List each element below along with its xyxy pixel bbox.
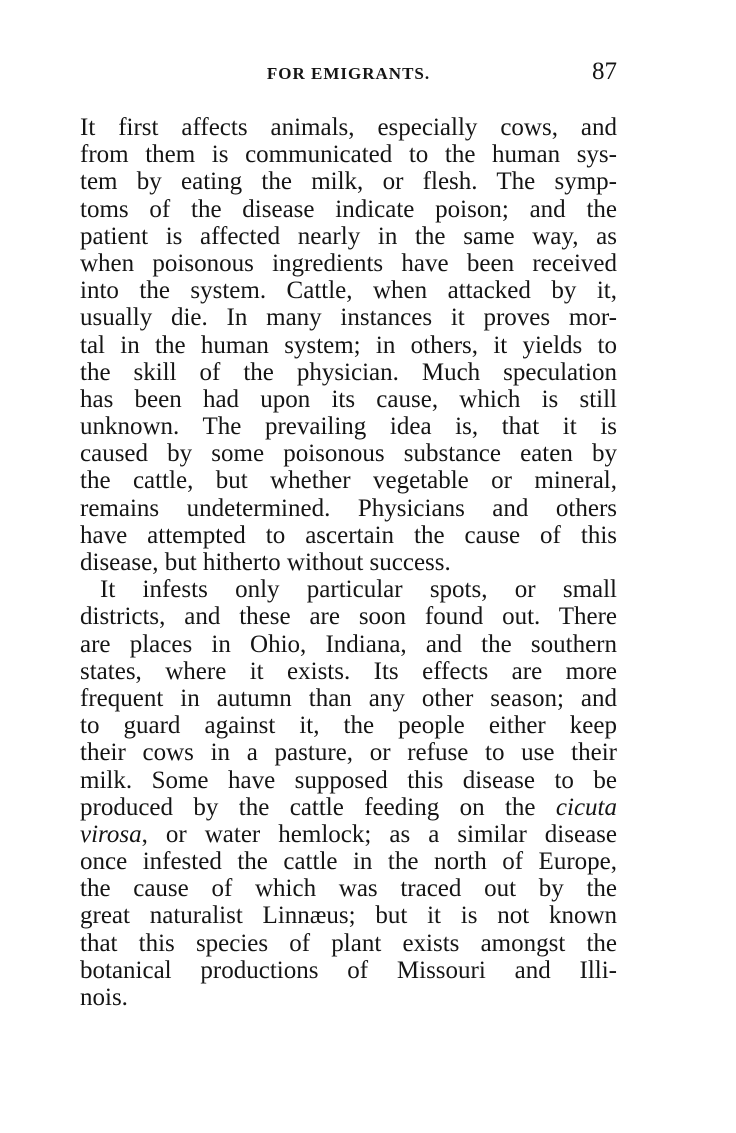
text-segment: tem by eating the milk, or flesh. The symp- [80,168,617,196]
text-segment: caused by some poisonous substance eaten by [80,440,617,468]
text-line [80,250,617,277]
text-line [80,168,617,195]
text-line [80,467,617,494]
text-line [80,277,617,304]
text-line [80,685,617,712]
text-segment: the cause of which was traced out by the [80,875,617,903]
text-segment: great naturalist Linnæus; but it is not known [80,902,617,930]
text-line [80,930,617,957]
text-line [80,495,617,522]
text-segment: districts, and these are soon found out. There [80,603,617,631]
text-line [80,603,617,630]
text-segment: their cows in a pasture, or refuse to use their [80,739,617,767]
text-line [80,359,617,386]
italic-text: virosa [80,820,142,848]
body-text [80,114,617,1011]
text-line [80,984,617,1011]
text-segment: milk. Some have supposed this disease to be [80,766,617,794]
text-line [80,141,617,168]
text-segment: states, where it exists. Its effects are more [80,657,617,685]
text-segment: frequent in autumn than any other season; and [80,684,617,712]
text-segment: once infested the cattle in the north of Europe, [80,848,617,876]
text-segment: produced by the cattle feeding on the [80,793,556,821]
text-segment: nois. [80,984,128,1011]
text-line [80,848,617,875]
text-line [80,440,617,467]
text-line [80,821,617,848]
text-line [80,712,617,739]
text-segment: patient is affected nearly in the same way, as [80,222,617,250]
text-segment: are places in Ohio, Indiana, and the southern [80,630,617,658]
text-segment: from them is communicated to the human sys- [80,141,617,169]
text-segment: remains undetermined. Physicians and others [80,494,617,522]
text-line [80,658,617,685]
running-title: FOR EMIGRANTS. [266,64,431,83]
text-line [80,767,617,794]
text-line [80,332,617,359]
text-line [80,794,617,821]
text-segment: have attempted to ascertain the cause of this [80,521,617,549]
text-segment: the cattle, but whether vegetable or mineral, [80,467,617,495]
text-segment: that this species of plant exists amongst the [80,929,617,957]
text-segment: has been had upon its cause, which is still [80,385,617,413]
text-line [80,957,617,984]
text-segment: disease, but hitherto without success. [80,549,451,576]
page-header [80,60,617,90]
text-line [80,875,617,902]
text-segment: , or water hemlock; as a similar disease [141,820,617,848]
text-line [80,114,617,141]
text-line [80,223,617,250]
text-segment: tal in the human system; in others, it yields to [80,331,617,359]
text-segment: the skill of the physician. Much speculation [80,358,617,386]
text-line [80,413,617,440]
text-segment: usually die. In many instances it proves mor- [80,304,617,332]
text-line [80,631,617,658]
text-segment: toms of the disease indicate poison; and the [80,195,617,223]
page-number: 87 [592,58,617,85]
text-line [80,386,617,413]
text-line [80,196,617,223]
text-line [80,549,617,576]
text-segment: when poisonous ingredients have been received [80,249,617,277]
text-line [80,304,617,331]
text-segment: It infests only particular spots, or small [100,576,617,604]
text-segment: botanical productions of Missouri and Illi- [80,956,617,984]
text-segment: into the system. Cattle, when attacked by it, [80,277,617,305]
text-line [80,522,617,549]
text-segment: unknown. The prevailing idea is, that it is [80,413,617,441]
italic-text: cicuta [555,793,617,821]
text-line [80,576,617,603]
text-line [80,902,617,929]
text-segment: It first affects animals, especially cows, and [80,114,617,141]
text-line [80,739,617,766]
text-segment: to guard against it, the people either keep [80,712,617,740]
